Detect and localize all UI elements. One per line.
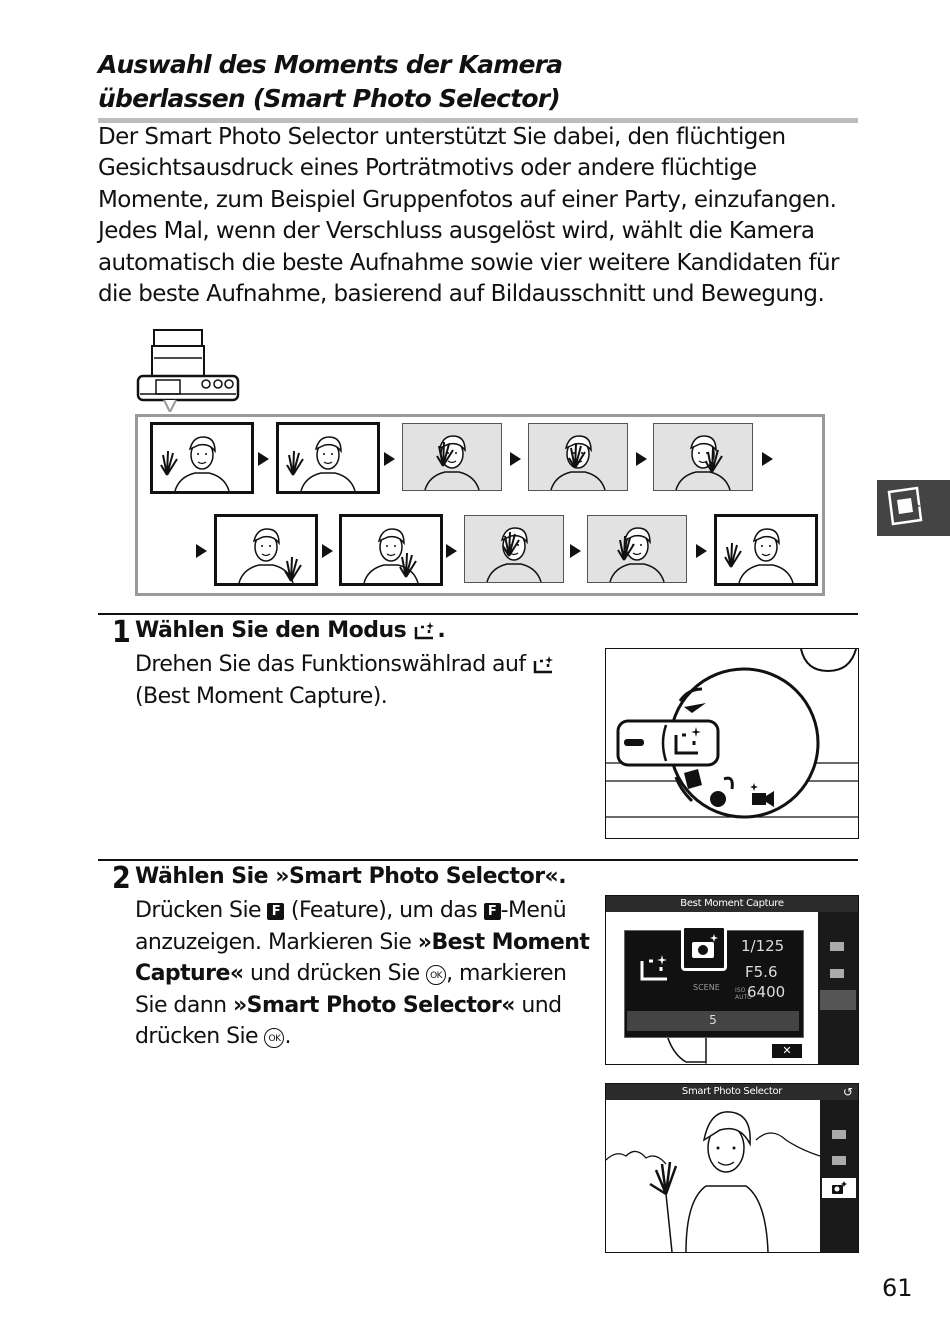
mode-dial-icon	[606, 649, 858, 838]
step-2-t7: .	[284, 1024, 291, 1049]
step-1-text	[135, 649, 595, 712]
arrow-icon	[196, 544, 207, 558]
arrow-icon	[384, 452, 395, 466]
step-2-b1: »Best Moment Capture«	[135, 929, 590, 986]
step-2-heading-b: »Smart Photo Selector«	[275, 864, 559, 889]
sequence-frame-4	[528, 423, 628, 491]
f-button-icon: F	[484, 903, 501, 920]
smart-photo-icon	[830, 1180, 848, 1196]
chapter-tab-icon	[877, 480, 950, 536]
scene-label: SCENE	[693, 983, 720, 992]
iso-value: 6400	[747, 983, 786, 1001]
step-1-rule	[98, 613, 858, 615]
step-2-heading-c: .	[558, 864, 567, 889]
side-menu	[820, 1100, 858, 1252]
ok-button-icon: OK	[426, 965, 446, 985]
ok-button-icon: OK	[264, 1028, 284, 1048]
best-moment-mode-icon	[532, 655, 556, 675]
sequence-frame-7	[339, 514, 443, 586]
step-2-t4: und drücken Sie	[243, 961, 427, 986]
smart-photo-icon	[684, 928, 724, 968]
step-2-rule	[98, 859, 858, 861]
step-2-t2: (Feature), um das	[284, 898, 484, 923]
sequence-frame-1	[150, 422, 254, 494]
title-line-1: Auswahl des Moments der Kamera	[98, 50, 563, 79]
sequence-frame-10	[714, 514, 818, 586]
arrow-icon	[762, 452, 773, 466]
sequence-frame-9	[587, 515, 687, 583]
best-moment-screen	[605, 895, 859, 1065]
sequence-frame-6	[214, 514, 318, 586]
smart-photo-selected[interactable]	[681, 925, 727, 971]
smart-photo-screen	[605, 1083, 859, 1253]
close-icon[interactable]: ✕	[772, 1044, 802, 1058]
arrow-icon	[696, 544, 707, 558]
shot-count: 5	[709, 1013, 717, 1027]
step-2-text	[135, 895, 595, 1053]
best-moment-mode-icon	[639, 953, 671, 983]
step-2-heading-a: Wählen Sie	[135, 864, 276, 889]
shutter-speed: 1/125	[741, 937, 785, 955]
step-2-heading	[135, 864, 566, 889]
iso-label: ISO AUTO	[735, 987, 752, 1001]
overlay-panel	[624, 930, 804, 1038]
preview-person	[606, 1100, 820, 1252]
arrow-icon	[570, 544, 581, 558]
chapter-tab	[877, 480, 950, 536]
aperture: F5.6	[745, 963, 778, 981]
screen-title-bar: Best Moment Capture	[606, 896, 858, 912]
step-1-heading-end: .	[437, 618, 446, 643]
arrow-icon	[258, 452, 269, 466]
sequence-frame-3	[402, 423, 502, 491]
step-1-text-a: Drehen Sie das Funktionswählrad auf	[135, 652, 526, 677]
screen-title-bar: Smart Photo Selector	[606, 1084, 858, 1100]
side-menu	[818, 912, 858, 1064]
title-line-2: überlassen (Smart Photo Selector)	[98, 84, 560, 113]
step-1-heading-text: Wählen Sie den Modus	[135, 618, 407, 643]
step-2-t6: und drücken Sie	[135, 992, 562, 1049]
best-moment-mode-icon	[413, 621, 437, 641]
step-2-b2: »Smart Photo Selector«	[232, 992, 515, 1018]
sequence-frame-5	[653, 423, 753, 491]
arrow-icon	[322, 544, 333, 558]
arrow-icon	[510, 452, 521, 466]
step-2-t5: , markieren Sie dann	[135, 961, 567, 1018]
f-button-icon: F	[267, 903, 284, 920]
step-2-t3: -Menü anzuzeigen. Markieren Sie	[135, 898, 567, 955]
step-2-t1: Drücken Sie	[135, 898, 268, 923]
page-number: 61	[882, 1274, 913, 1302]
sequence-frame-8	[464, 515, 564, 583]
arrow-icon	[636, 452, 647, 466]
sequence-frame-2	[276, 422, 380, 494]
step-1-number: 1	[112, 615, 129, 650]
back-icon[interactable]: ↺	[842, 1085, 854, 1099]
intro-paragraph: Der Smart Photo Selector unterstützt Sie dabei, den flüchtigen Gesichtsausdruck eines Porträtmotivs oder andere flüchtige Momente, zum Beispiel Gruppenfotos auf einer Party, einzufangen. Jedes Mal, wenn der Verschluss ausgelöst wird, wählt die Kamera automatisch die beste Aufnahme sowie vier weitere Kandidaten für die beste Aufnahme, basierend auf Bildausschnitt und Bewegung.	[98, 124, 839, 308]
mode-dial-figure	[605, 648, 859, 839]
step-2-number: 2	[112, 861, 129, 896]
arrow-icon	[446, 544, 457, 558]
step-1-text-b: (Best Moment Capture).	[135, 683, 388, 709]
step-1-heading	[135, 618, 445, 643]
